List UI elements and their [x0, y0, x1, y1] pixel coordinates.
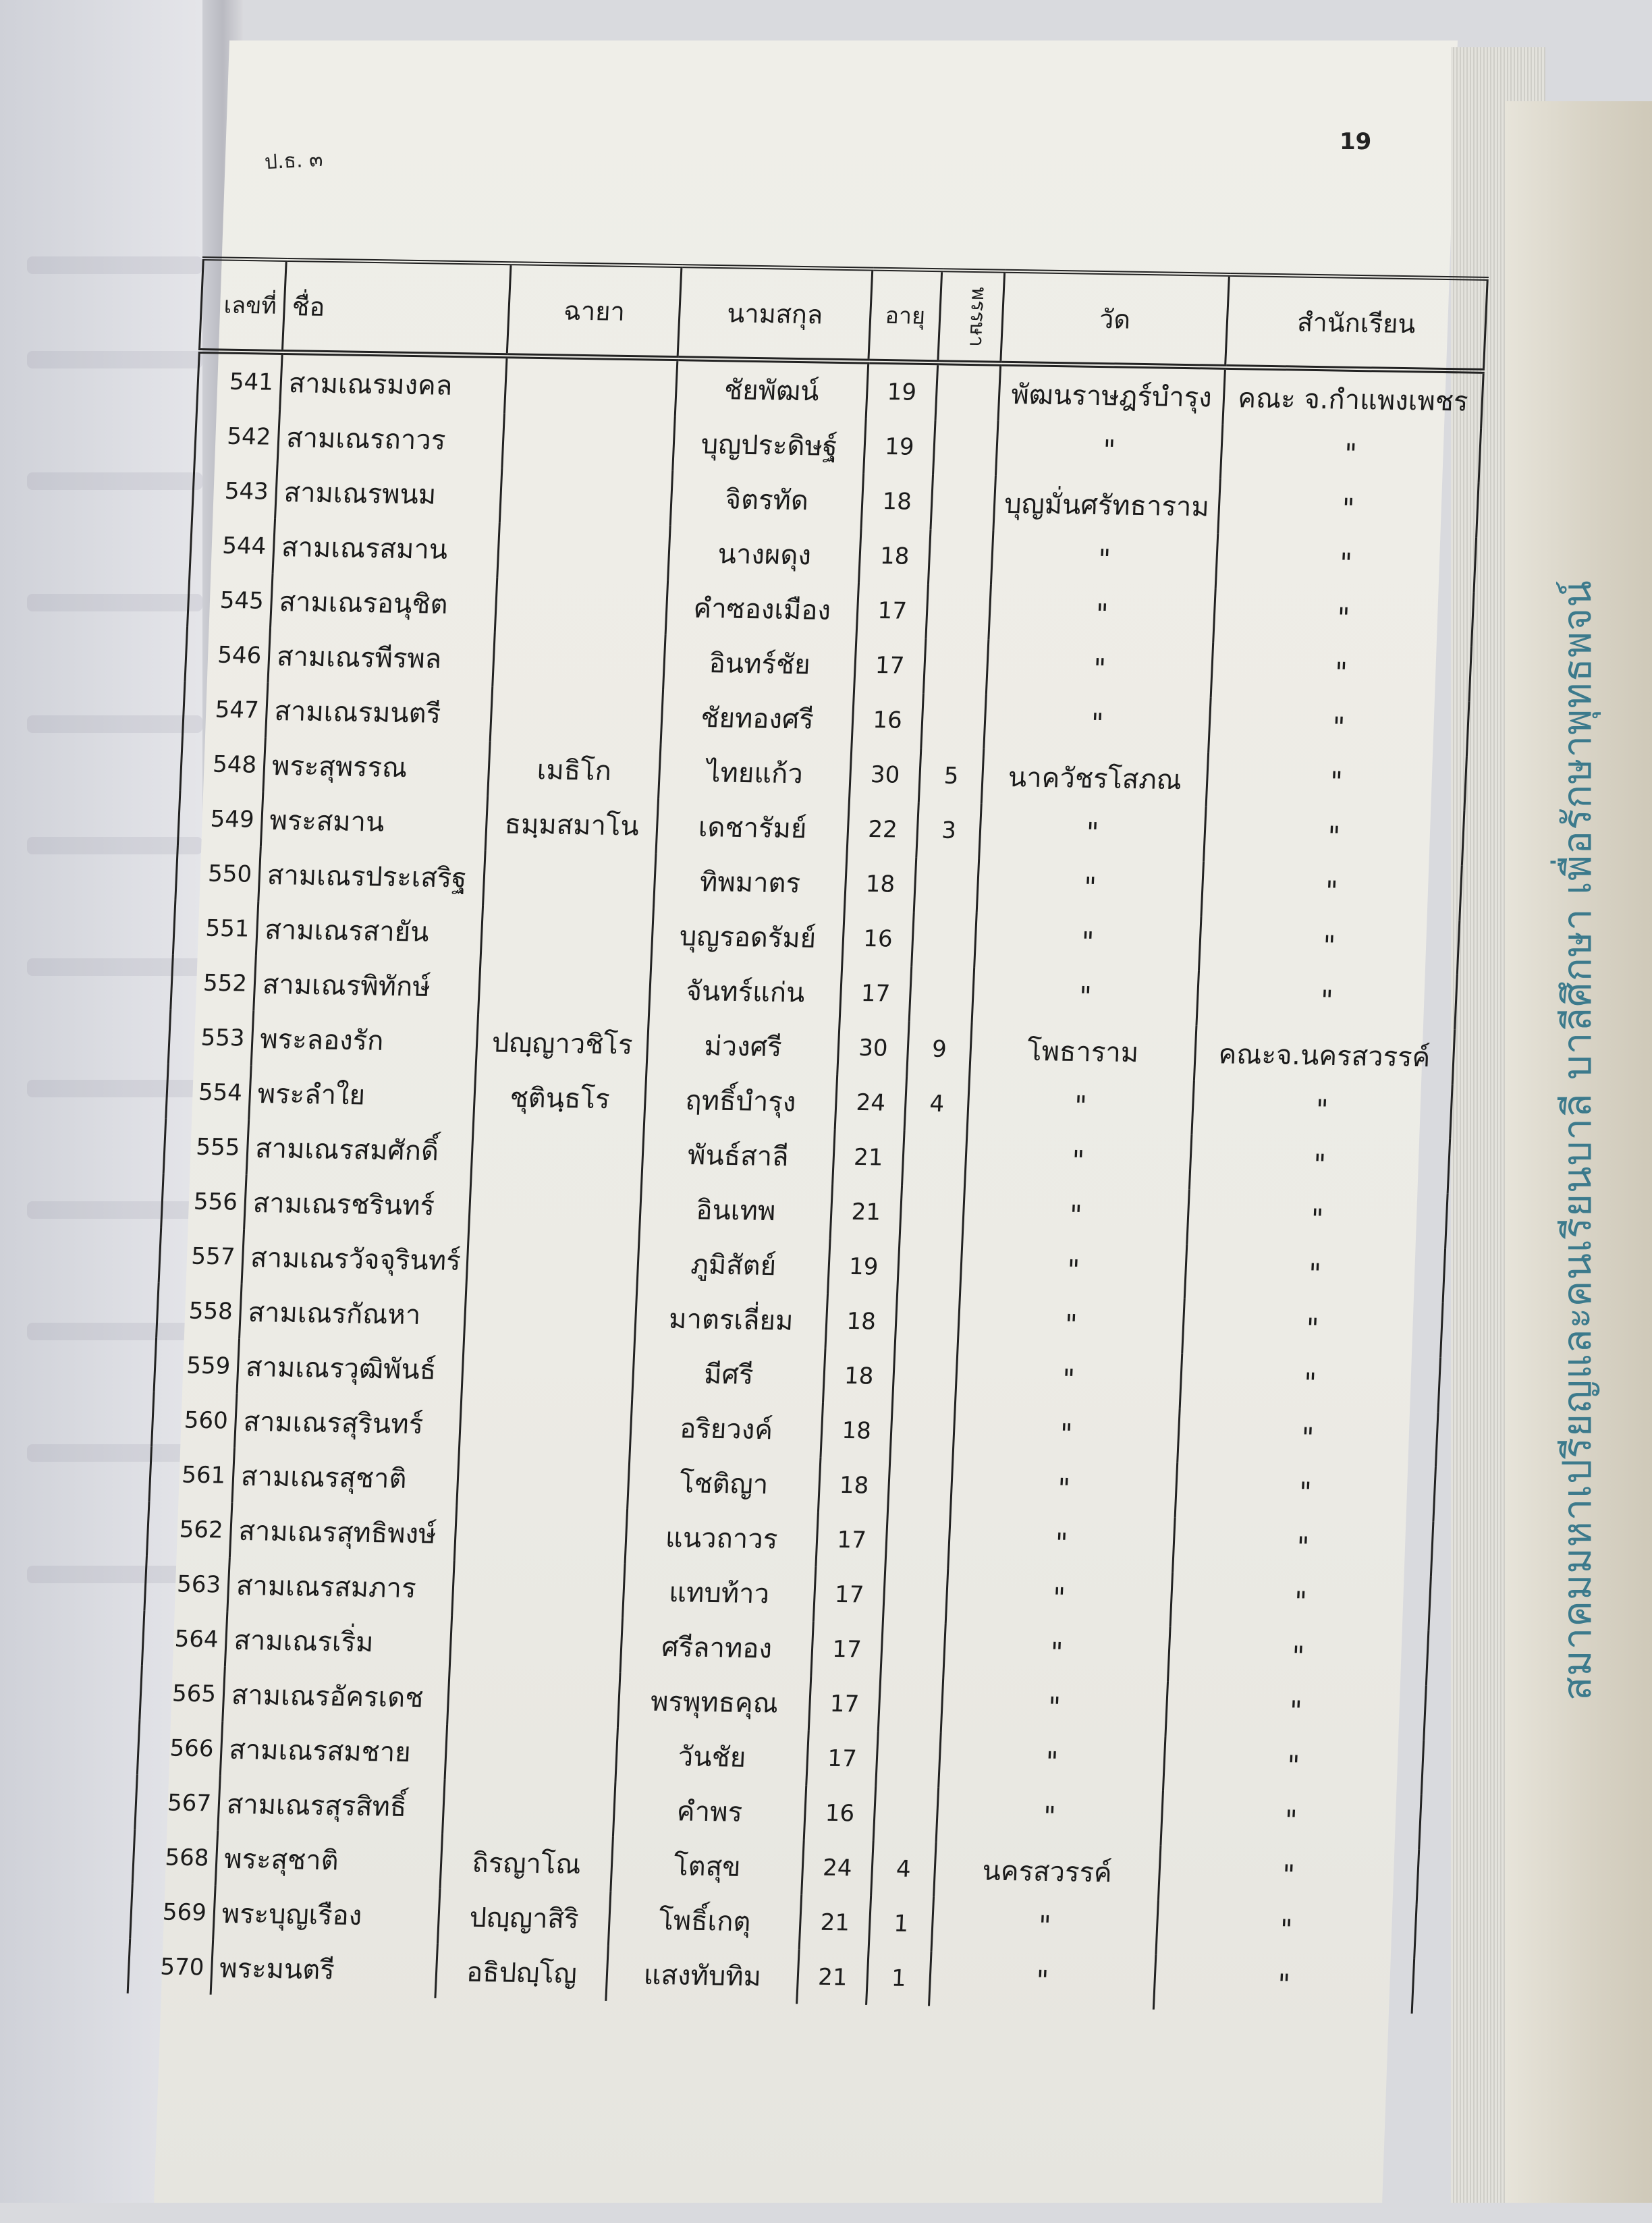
- cell-school: ": [1180, 1354, 1440, 1412]
- cell-school: ": [1187, 1190, 1448, 1248]
- cell-monastic-name: [495, 577, 667, 634]
- cell-surname: วันชัย: [615, 1728, 808, 1785]
- col-header-number: เลขที่: [199, 258, 286, 352]
- cell-age: 18: [821, 1402, 892, 1458]
- cell-monastic-name: [483, 850, 656, 908]
- cell-name: สามเณรวัจจุรินทร์: [242, 1230, 468, 1288]
- cell-school: ": [1168, 1627, 1429, 1686]
- cell-rains: [895, 1294, 960, 1350]
- cell-monastic-name: [464, 1288, 636, 1345]
- facing-page-line: [27, 256, 202, 274]
- cell-age: 18: [859, 528, 931, 584]
- cell-age: 16: [804, 1785, 875, 1841]
- cell-rains: [923, 638, 988, 694]
- cell-rains: [878, 1677, 943, 1732]
- cell-number: 543: [192, 463, 277, 519]
- cell-temple: นครสวรรค์: [934, 1842, 1161, 1900]
- cell-surname: นางผดุง: [668, 525, 861, 582]
- cell-surname: ฤทธิ์บำรุง: [644, 1072, 837, 1129]
- cell-number: 567: [135, 1775, 220, 1831]
- cell-rains: 9: [907, 1021, 972, 1076]
- cell-temple: ": [953, 1404, 1180, 1462]
- cell-surname: เดชารัมย์: [656, 798, 849, 856]
- cell-school: คณะจ.นครสวรรค์: [1194, 1026, 1454, 1085]
- cell-rains: 4: [904, 1076, 969, 1131]
- cell-name: สามเณรอนุชิต: [270, 574, 497, 632]
- cell-rains: [935, 362, 1001, 420]
- cell-surname: ชัยพัฒน์: [675, 358, 869, 418]
- cell-number: 562: [146, 1502, 231, 1558]
- cell-number: 549: [177, 791, 263, 847]
- cell-age: 19: [864, 419, 935, 475]
- cell-school: ": [1163, 1736, 1423, 1795]
- register-table-wrap: [117, 256, 1469, 2222]
- cell-monastic-name: [478, 960, 651, 1017]
- cell-age: 17: [839, 965, 911, 1021]
- cell-school: ": [1204, 807, 1464, 866]
- cell-rains: 3: [916, 802, 981, 858]
- cell-school: ": [1156, 1900, 1416, 1959]
- cell-surname: ทิพมาตร: [653, 853, 846, 910]
- cell-rains: [914, 857, 979, 912]
- cell-rains: [885, 1513, 950, 1568]
- cell-temple: นาควัชรโสภณ: [981, 749, 1208, 807]
- cell-monastic-name: [502, 413, 675, 470]
- facing-page-line: [27, 351, 202, 368]
- cell-temple: ": [989, 585, 1215, 643]
- cell-monastic-name: [504, 356, 678, 416]
- cell-surname: โตสุข: [611, 1837, 804, 1894]
- cell-school: ": [1201, 862, 1462, 921]
- cell-surname: โพธิ์เกตุ: [608, 1892, 801, 1949]
- cell-number: 545: [188, 572, 273, 628]
- cell-number: 541: [197, 351, 283, 410]
- cell-school: ": [1211, 643, 1471, 702]
- cell-rains: [909, 966, 974, 1022]
- cell-number: 544: [190, 518, 275, 574]
- cell-monastic-name: ชุตินฺธโร: [473, 1069, 646, 1126]
- cell-number: 552: [171, 955, 256, 1011]
- cell-monastic-name: [457, 1452, 630, 1509]
- cell-school: ": [1153, 1955, 1414, 2014]
- cell-surname: จิตรทัด: [670, 470, 863, 528]
- cell-age: 17: [806, 1730, 878, 1786]
- cell-rains: 4: [871, 1841, 936, 1896]
- cell-school: ": [1161, 1791, 1421, 1850]
- facing-page-line: [27, 594, 202, 611]
- cell-number: 551: [173, 900, 258, 956]
- cell-monastic-name: [462, 1342, 634, 1400]
- cell-number: 570: [128, 1939, 213, 1995]
- cell-age: 22: [847, 802, 918, 858]
- cell-age: 17: [816, 1512, 887, 1568]
- cell-temple: ": [945, 1568, 1172, 1626]
- cell-name: สามเณรพนม: [275, 464, 502, 522]
- cell-temple: ": [976, 858, 1203, 916]
- cell-number: 565: [140, 1666, 225, 1722]
- cell-name: สามเณรเริ่ม: [225, 1612, 451, 1670]
- cell-number: 550: [175, 846, 260, 902]
- cell-number: 558: [157, 1283, 242, 1339]
- cell-temple: ": [974, 913, 1201, 971]
- cell-number: 555: [163, 1119, 248, 1175]
- cell-monastic-name: [443, 1780, 615, 1837]
- cell-rains: [900, 1185, 964, 1240]
- cell-rains: [876, 1732, 941, 1787]
- cell-rains: [933, 420, 998, 475]
- cell-surname: โชติญา: [628, 1454, 821, 1512]
- cell-surname: แนวถาวร: [625, 1509, 818, 1566]
- col-header-name: ชื่อ: [282, 260, 511, 356]
- col-header-school: สำนักเรียน: [1226, 275, 1488, 371]
- cell-temple: ": [941, 1678, 1167, 1736]
- cell-number: 553: [168, 1010, 253, 1066]
- cell-rains: [931, 474, 995, 530]
- facing-page-line: [27, 472, 202, 490]
- cell-age: 19: [866, 362, 938, 420]
- cell-name: พระบุญเรือง: [213, 1886, 440, 1944]
- cell-number: 563: [144, 1556, 229, 1612]
- cell-temple: ": [972, 968, 1199, 1026]
- cell-name: พระสมาน: [260, 792, 487, 850]
- cell-rains: [873, 1786, 938, 1842]
- cell-age: 16: [842, 910, 914, 966]
- page-number: 19: [1340, 128, 1372, 155]
- cell-name: พระสุชาติ: [215, 1831, 442, 1889]
- cell-monastic-name: [454, 1506, 627, 1564]
- cell-age: 24: [802, 1840, 873, 1896]
- col-header-age: อายุ: [869, 269, 942, 363]
- col-header-rains-text: พรรษา: [964, 286, 991, 347]
- cell-surname: มาตรเลี่ยม: [634, 1290, 827, 1348]
- cell-rains: [912, 912, 976, 967]
- cell-rains: 5: [918, 748, 983, 803]
- cell-rains: [890, 1404, 955, 1459]
- cell-number: 557: [159, 1228, 244, 1284]
- cell-surname: จันทร์แก่น: [649, 962, 842, 1020]
- cell-name: สามเณรพีรพล: [268, 628, 495, 686]
- cell-school: ": [1218, 479, 1479, 538]
- cell-school: ": [1189, 1135, 1450, 1194]
- cell-surname: มีศรี: [632, 1345, 825, 1402]
- cell-rains: [881, 1622, 945, 1678]
- cell-monastic-name: [471, 1124, 644, 1181]
- cell-age: 30: [849, 747, 920, 803]
- cell-rains: 1: [869, 1896, 933, 1951]
- cell-age: 17: [856, 583, 928, 639]
- cell-name: สามเณรพิทักษ์: [254, 956, 480, 1014]
- cell-number: 548: [180, 736, 265, 792]
- cell-school: ": [1173, 1518, 1433, 1576]
- cell-name: สามเณรสุรินทร์: [234, 1394, 461, 1452]
- cell-monastic-name: [459, 1397, 632, 1454]
- cell-rains: [921, 693, 986, 748]
- cell-monastic-name: [452, 1561, 625, 1618]
- cell-age: 18: [861, 474, 933, 530]
- cell-name: สามเณรสมาน: [273, 519, 499, 577]
- cell-rains: 1: [866, 1950, 931, 2006]
- cell-monastic-name: [445, 1725, 617, 1782]
- cell-temple: ": [936, 1787, 1163, 1845]
- cell-number: 554: [166, 1064, 251, 1120]
- cell-rains: [926, 584, 991, 639]
- cell-name: สามเณรสุรสิทธิ์: [218, 1776, 445, 1834]
- cell-monastic-name: เมธิโก: [488, 741, 661, 798]
- cell-age: 17: [808, 1676, 880, 1732]
- cell-temple: ": [965, 1132, 1192, 1190]
- cell-temple: โพธาราม: [970, 1022, 1196, 1080]
- cell-monastic-name: อธิปญฺโญ: [435, 1944, 608, 2001]
- cell-surname: ไทยแก้ว: [659, 744, 852, 801]
- cell-monastic-name: ปญฺญาสิริ: [437, 1889, 610, 1946]
- cell-school: ": [1196, 971, 1457, 1030]
- cell-name: พระลองรัก: [251, 1011, 478, 1069]
- cell-school: ": [1209, 698, 1469, 757]
- cell-monastic-name: [499, 468, 672, 525]
- cell-monastic-name: [493, 632, 665, 689]
- cell-name: สามเณรอัครเดช: [223, 1667, 449, 1725]
- cell-temple: ": [986, 640, 1213, 698]
- cell-school: ": [1165, 1682, 1426, 1740]
- cell-monastic-name: [468, 1178, 641, 1236]
- cell-school: ": [1175, 1463, 1435, 1522]
- cell-name: สามเณรถาวร: [277, 410, 504, 468]
- cell-age: 17: [854, 638, 925, 694]
- cell-temple: ": [967, 1077, 1194, 1135]
- cell-name: สามเณรสมภาร: [227, 1558, 454, 1616]
- cell-school: ": [1213, 588, 1474, 647]
- cell-surname: คำซองเมือง: [665, 580, 858, 637]
- register-table: [127, 256, 1489, 2014]
- col-header-rains: [938, 270, 1005, 363]
- cell-age: 17: [813, 1566, 885, 1622]
- cell-number: 556: [161, 1174, 246, 1230]
- cell-surname: บุญรอดรัมย์: [651, 908, 844, 965]
- cell-temple: ": [955, 1350, 1182, 1408]
- cell-temple: ": [995, 421, 1222, 479]
- cell-school: ": [1215, 534, 1476, 593]
- cell-rains: [883, 1568, 947, 1623]
- cell-monastic-name: [480, 905, 653, 962]
- cell-surname: บุญประดิษฐ์: [673, 416, 866, 473]
- cell-surname: อินทร์ชัย: [663, 634, 856, 692]
- cell-age: 21: [830, 1184, 902, 1240]
- cell-age: 18: [823, 1348, 895, 1404]
- cell-temple: ": [984, 694, 1211, 752]
- col-header-temple: วัด: [1001, 271, 1230, 367]
- cell-surname: ชัยทองศรี: [661, 689, 854, 746]
- cell-name: สามเณรมงคล: [280, 352, 507, 413]
- cell-monastic-name: ถิรญาโณ: [440, 1834, 613, 1892]
- register-body: [128, 351, 1483, 2014]
- cell-age: 21: [799, 1894, 871, 1950]
- cell-name: สามเณรสายัน: [256, 902, 483, 960]
- cell-surname: พันธ์สาลี: [642, 1126, 835, 1184]
- cell-temple: ": [939, 1732, 1165, 1790]
- cell-number: 568: [132, 1830, 217, 1886]
- cell-rains: [892, 1349, 957, 1404]
- cell-age: 21: [797, 1949, 869, 2005]
- cell-surname: แสงทับทิม: [606, 1946, 799, 2004]
- cell-school: ": [1158, 1846, 1419, 1904]
- cell-number: 569: [130, 1884, 215, 1940]
- cell-name: สามเณรกัณหา: [240, 1284, 466, 1342]
- cell-school: ": [1178, 1408, 1438, 1467]
- cell-school: ": [1184, 1244, 1445, 1303]
- cell-name: สามเณรสมศักดิ์: [246, 1120, 473, 1178]
- cell-surname: อริยวงค์: [630, 1400, 823, 1457]
- cell-school: ": [1206, 752, 1466, 811]
- cell-number: 561: [149, 1447, 234, 1503]
- cell-temple: ": [943, 1623, 1170, 1681]
- cell-temple: ": [962, 1186, 1189, 1244]
- cell-temple: ": [950, 1459, 1177, 1517]
- cell-monastic-name: [497, 522, 670, 580]
- cell-temple: ": [931, 1896, 1158, 1954]
- cell-name: สามเณรประเสริฐ: [258, 847, 485, 905]
- cell-surname: แทบท้าว: [623, 1564, 816, 1621]
- facing-page-line: [27, 715, 202, 733]
- cell-temple: ": [991, 530, 1217, 588]
- cell-name: สามเณรชรินทร์: [244, 1175, 471, 1233]
- cell-age: 18: [844, 856, 916, 912]
- col-header-surname: นามสกุล: [678, 266, 873, 361]
- cell-monastic-name: [490, 686, 663, 744]
- cell-number: 547: [182, 682, 267, 738]
- cell-number: 560: [152, 1392, 237, 1448]
- cell-school: ": [1170, 1572, 1431, 1631]
- cell-monastic-name: ธมฺมสมาโน: [485, 796, 658, 853]
- cell-rains: [928, 529, 993, 584]
- cell-number: 559: [154, 1338, 239, 1394]
- cell-temple: ": [979, 804, 1206, 862]
- cell-temple: พัฒนราษฎร์บำรุง: [998, 364, 1226, 424]
- cell-name: พระมนตรี: [211, 1940, 437, 1998]
- cell-name: สามเณรวุฒิพันธ์: [237, 1339, 464, 1397]
- cell-temple: ": [960, 1241, 1186, 1299]
- cell-age: 30: [837, 1020, 909, 1076]
- cell-age: 16: [852, 692, 923, 748]
- cell-name: พระลำใย: [249, 1066, 476, 1124]
- cell-temple: ": [948, 1514, 1175, 1572]
- cell-rains: [902, 1130, 967, 1186]
- cell-temple: บุญมั่นศรัทธาราม: [993, 476, 1220, 534]
- cell-number: 564: [142, 1611, 227, 1667]
- cell-rains: [887, 1458, 952, 1514]
- watermark-text: สมาคมมหาเปรียญและคนเรียนบาลี บาลีศึกษา เพื่อรักษาพุทธพจน์: [1554, 580, 1600, 1701]
- cell-rains: [898, 1240, 962, 1295]
- cell-monastic-name: ปญฺญาวชิโร: [476, 1014, 649, 1072]
- cell-temple: ": [958, 1295, 1184, 1353]
- cell-name: สามเณรสมชาย: [220, 1722, 447, 1780]
- cell-name: พระสุพรรณ: [263, 738, 490, 796]
- cell-surname: คำพร: [613, 1782, 806, 1840]
- cell-temple: ": [929, 1951, 1156, 2009]
- cell-surname: ศรีลาทอง: [620, 1618, 813, 1676]
- cell-surname: อินเทพ: [639, 1181, 832, 1238]
- cell-age: 18: [818, 1457, 889, 1513]
- cell-surname: ภูมิสัตย์: [637, 1236, 830, 1293]
- cell-name: สามเณรสุทธิพงษ์: [229, 1503, 456, 1561]
- cell-school: ": [1220, 424, 1481, 483]
- cell-school: คณะ จ.กำแพงเพชร: [1223, 367, 1483, 429]
- cell-surname: พรพุทธคุณ: [617, 1673, 810, 1730]
- cell-monastic-name: [449, 1616, 622, 1673]
- col-header-monastic-name: ฉายา: [507, 263, 682, 358]
- cell-surname: ม่วงศรี: [646, 1017, 839, 1074]
- cell-school: ": [1192, 1080, 1452, 1139]
- cell-age: 17: [811, 1621, 883, 1677]
- cell-age: 21: [833, 1129, 904, 1185]
- cell-number: 546: [185, 627, 270, 683]
- cell-monastic-name: [466, 1233, 639, 1290]
- cell-age: 24: [835, 1074, 906, 1130]
- cell-school: ": [1199, 916, 1459, 975]
- cell-age: 19: [828, 1238, 900, 1294]
- cell-name: สามเณรมนตรี: [265, 683, 492, 741]
- cell-number: 566: [137, 1720, 222, 1776]
- cell-monastic-name: [447, 1670, 620, 1728]
- running-header: ป.ธ. ๓: [264, 147, 324, 175]
- cell-school: ": [1182, 1299, 1443, 1358]
- cell-number: 542: [194, 408, 279, 464]
- cell-age: 18: [825, 1293, 897, 1349]
- cell-name: สามเณรสุชาติ: [232, 1448, 459, 1506]
